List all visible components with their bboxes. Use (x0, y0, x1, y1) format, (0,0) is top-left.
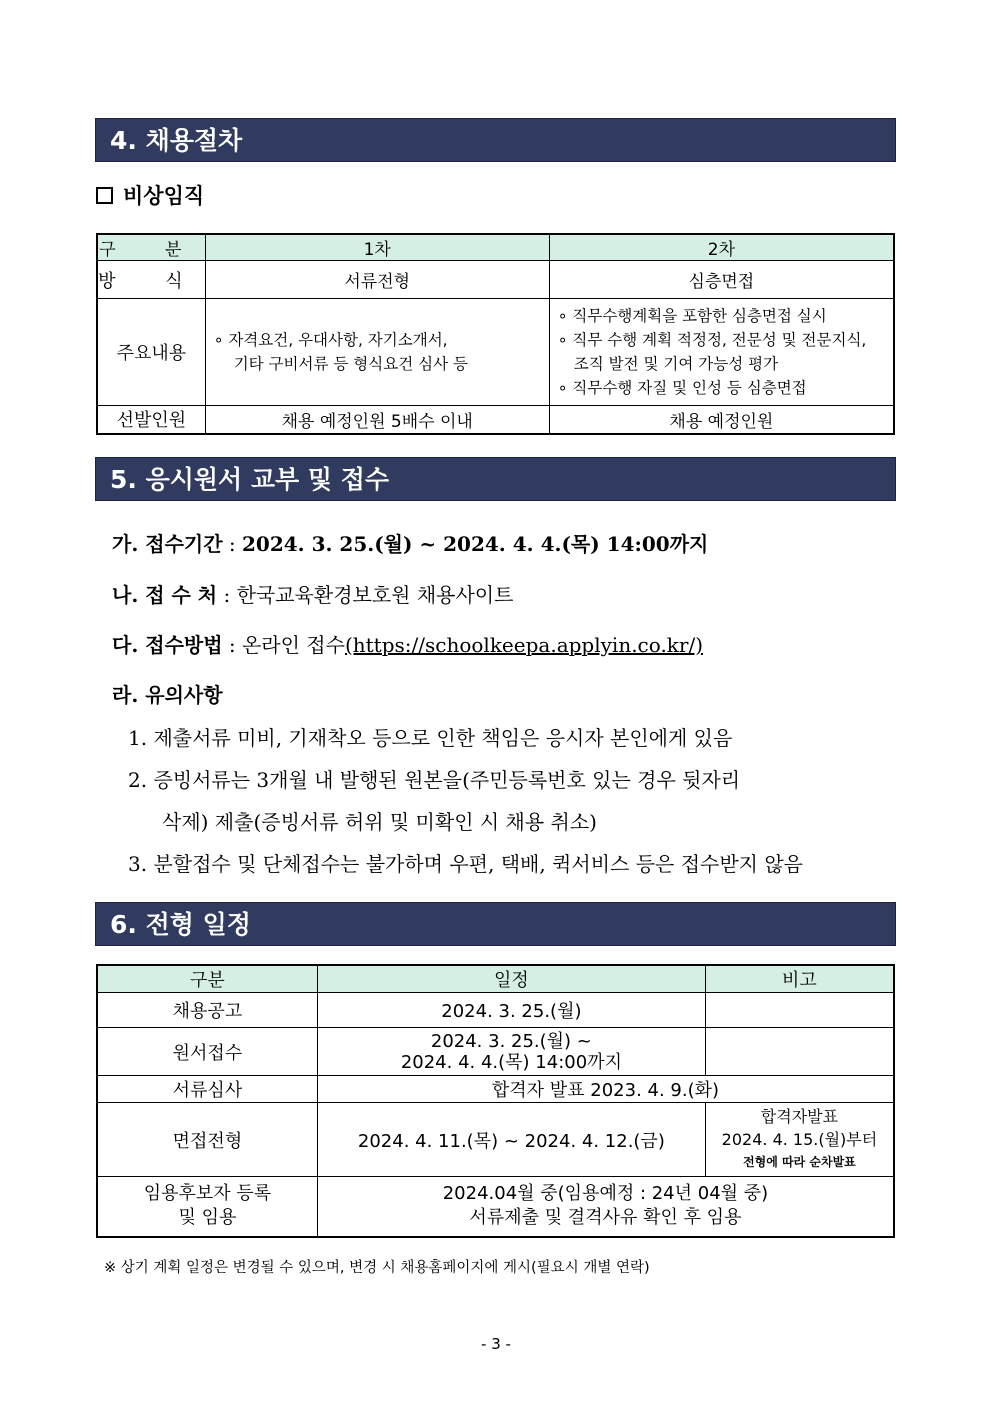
section-5-title: 5. 응시원서 교부 및 접수 (95, 457, 896, 501)
note-item-continued: 삭제) 제출(증빙서류 허위 및 미확인 시 채용 취소) (162, 810, 597, 834)
schedule-table (96, 964, 895, 1238)
table-header-row (97, 234, 894, 261)
selection-stage-1: 채용 예정인원 5배수 이내 (205, 406, 549, 434)
header-remarks: 비고 (705, 965, 894, 993)
header-stage-2: 2차 (549, 234, 894, 261)
content-stage-2 (549, 299, 894, 406)
info-period: 가. 접수기간 : 2024. 3. 25.(월) ~ 2024. 4. 4.(목) 14:00까지 (112, 532, 709, 556)
table-row (97, 993, 894, 1028)
content-stage-2-line: ∘ 직무수행계획을 포함한 심층면접 실시 (557, 307, 827, 325)
table-row-method (97, 261, 894, 299)
section-4-title: 4. 채용절차 (95, 118, 896, 162)
row-label-content: 주요내용 (97, 299, 205, 406)
subheading-label: 비상임직 (123, 183, 205, 208)
row-schedule: 2024. 4. 11.(목) ~ 2024. 4. 12.(금) (317, 1103, 705, 1177)
table-header-row (97, 965, 894, 993)
header-schedule: 일정 (317, 965, 705, 993)
note-item: 1. 제출서류 미비, 기재착오 등으로 인한 책임은 응시자 본인에게 있음 (128, 726, 733, 750)
method-stage-1: 서류전형 (205, 261, 549, 299)
content-stage-1-line: ∘ 자격요건, 우대사항, 자기소개서, (213, 331, 448, 349)
row-remarks (705, 993, 894, 1028)
row-label: 임용후보자 등록 및 임용 (97, 1177, 317, 1237)
content-stage-2-line: 조직 발전 및 기여 가능성 평가 (573, 355, 779, 373)
header-category: 구분 (97, 965, 317, 993)
table-row (97, 1028, 894, 1076)
row-schedule: 2024. 3. 25.(월) ~ 2024. 4. 4.(목) 14:00까지 (317, 1028, 705, 1076)
schedule-footnote: ※ 상기 계획 일정은 변경될 수 있으며, 변경 시 채용홈페이지에 게시(필요시 개별 연락) (104, 1260, 650, 1276)
method-stage-2: 심층면접 (549, 261, 894, 299)
subheading-non-standing (96, 180, 204, 210)
content-stage-1-line: 기타 구비서류 등 형식요건 심사 등 (233, 355, 468, 373)
table-row (97, 1103, 894, 1177)
table-row-selection (97, 406, 894, 434)
row-label-method: 방 식 (97, 261, 205, 299)
row-label: 채용공고 (97, 993, 317, 1028)
note-item: 3. 분할접수 및 단체접수는 불가하며 우편, 택배, 퀵서비스 등은 접수받지 않음 (128, 852, 803, 876)
content-stage-2-line: ∘ 직무수행 자질 및 인성 등 심층면접 (557, 379, 807, 397)
selection-stage-2: 채용 예정인원 (549, 406, 894, 434)
page-number: - 3 - (481, 1335, 511, 1353)
row-label: 서류심사 (97, 1076, 317, 1103)
row-label-selection: 선발인원 (97, 406, 205, 434)
row-remarks: 합격자발표 2024. 4. 15.(월)부터 전형에 따라 순차발표 (705, 1103, 894, 1177)
header-category: 구 분 (97, 234, 205, 261)
table-row-content (97, 299, 894, 406)
info-method: 다. 접수방법 : 온라인 접수(https://schoolkeepa.applyin.co.kr/) (112, 633, 704, 657)
checkbox-icon (96, 187, 113, 204)
info-place: 나. 접 수 처 : 한국교육환경보호원 채용사이트 (112, 583, 514, 607)
table-row (97, 1177, 894, 1237)
application-site-link[interactable]: (https://schoolkeepa.applyin.co.kr/) (344, 633, 704, 657)
procedure-table (96, 233, 895, 435)
content-stage-2-line: ∘ 직무 수행 계획 적정정, 전문성 및 전문지식, (557, 331, 867, 349)
row-label: 면접전형 (97, 1103, 317, 1177)
row-label: 원서접수 (97, 1028, 317, 1076)
note-item: 2. 증빙서류는 3개월 내 발행된 원본을(주민등록번호 있는 경우 뒷자리 (128, 768, 741, 792)
section-6-title: 6. 전형 일정 (95, 902, 896, 946)
row-schedule: 2024. 3. 25.(월) (317, 993, 705, 1028)
row-schedule: 합격자 발표 2023. 4. 9.(화) (317, 1076, 894, 1103)
table-row (97, 1076, 894, 1103)
row-remarks (705, 1028, 894, 1076)
content-stage-1 (205, 299, 549, 406)
header-stage-1: 1차 (205, 234, 549, 261)
row-schedule: 2024.04월 중(임용예정 : 24년 04월 중) 서류제출 및 결격사유 확인 후 임용 (317, 1177, 894, 1237)
info-notes-heading: 라. 유의사항 (112, 683, 223, 707)
